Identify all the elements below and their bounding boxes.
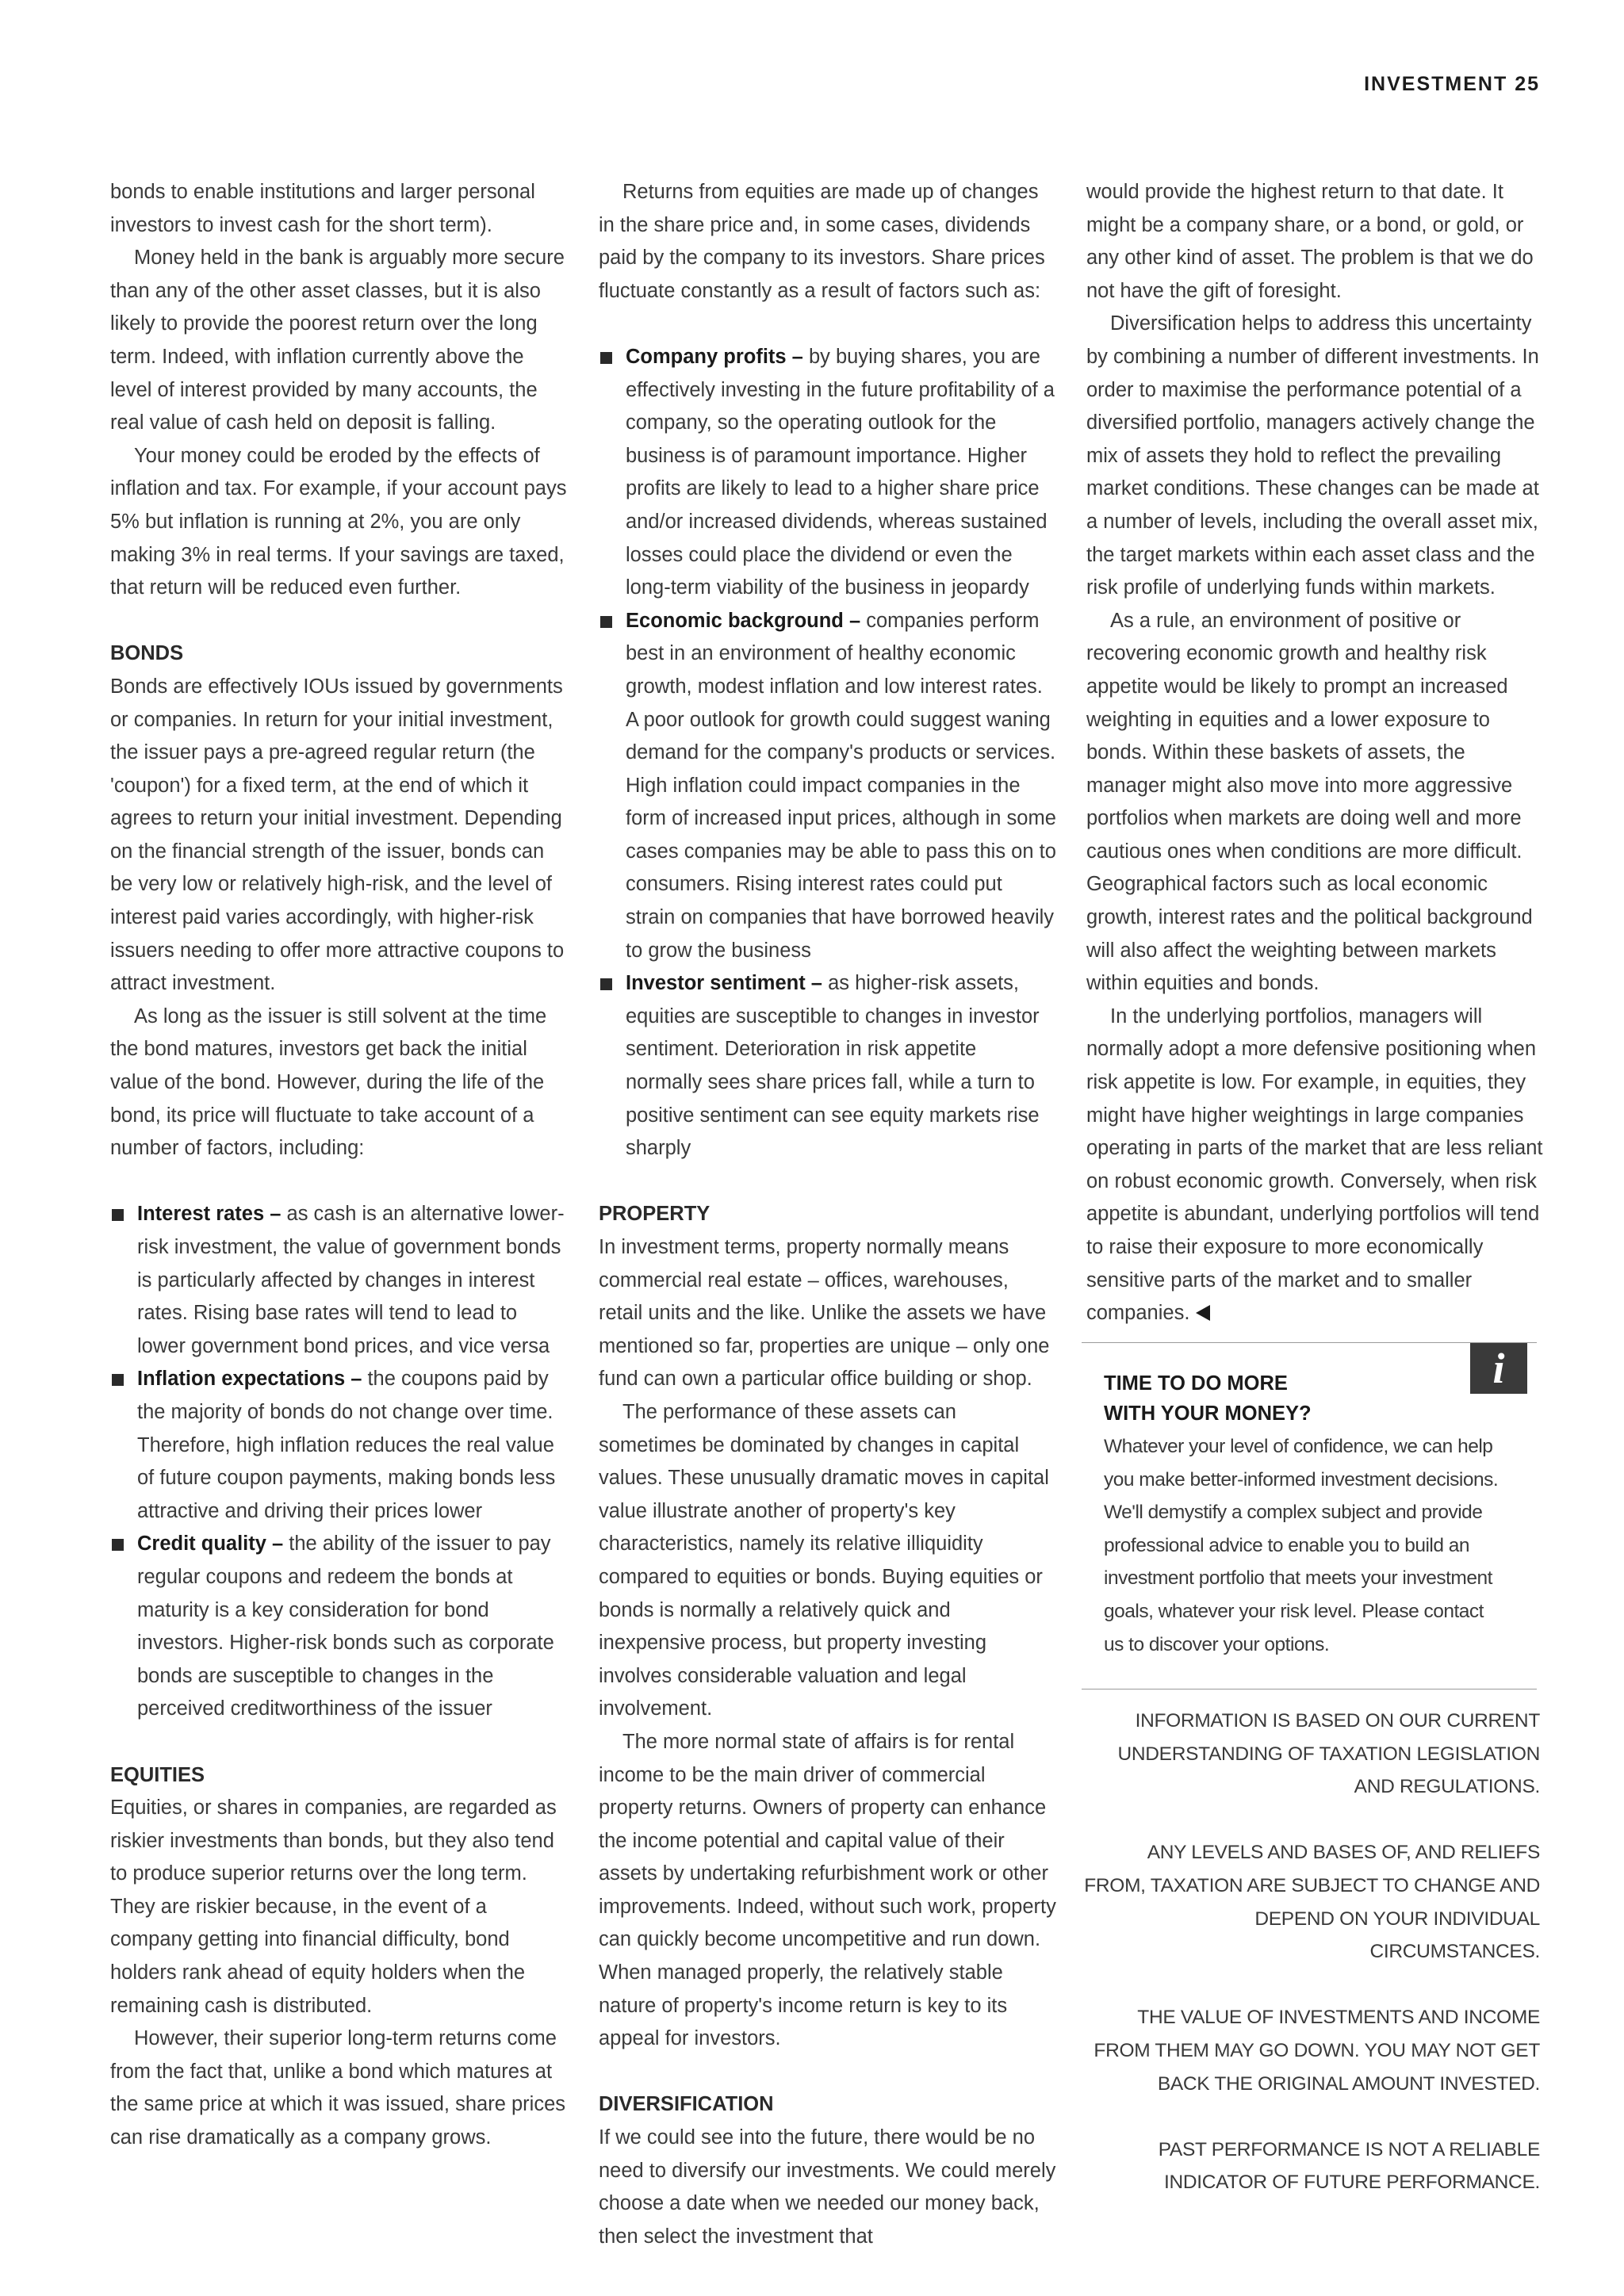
paragraph: Bonds are effectively IOUs issued by governments or companies. In return for your initial investment, the issuer pays a pre-agreed regular return (the 'coupon') for a fixed term, at the end of which it agrees to return your initial investment. Depending on the financial strength of the issuer, bonds can be very low or relatively high-risk, and the level of interest paid varies accordingly, with higher-risk issuers needing to offer more attractive coupons to attract investment.	[110, 675, 565, 995]
paragraph: If we could see into the future, there would be no need to diversify our investments. We could merely choose a date when we needed our money back, then select the investment that	[599, 2126, 1056, 2248]
paragraph: bonds to enable institutions and larger personal investors to invest cash for the short term).	[110, 181, 535, 236]
section-heading-diversification: DIVERSIFICATION	[599, 2093, 774, 2116]
bullet-term: Company profits –	[626, 345, 803, 368]
page-number: 25	[1515, 73, 1540, 95]
paragraph: In investment terms, property normally means commercial real estate – offices, warehouses, retail units and the like. Unlike the assets we have mentioned so far, properties are unique – only one fund can own a particular office building or shop.	[599, 1236, 1050, 1391]
bullet-term: Economic background –	[626, 609, 861, 632]
disclaimer: ANY LEVELS AND BASES OF, AND RELIEFS FROM, TAXATION ARE SUBJECT TO CHANGE AND DEPEND ON YOUR INDIVIDUAL CIRCUMSTANCES.	[1084, 1842, 1540, 1963]
paragraph: Equities, or shares in companies, are regarded as riskier investments than bonds, but they also tend to produce superior returns over the long term. They are riskier because, in the event of a company getting into financial difficulty, bond holders rank ahead of equity holders when the remaining cash is distributed.	[110, 1797, 557, 2017]
list-item	[599, 341, 1057, 605]
paragraph: The performance of these assets can sometimes be dominated by changes in capital values. These unusually dramatic moves in capital value illustrate another of property's key characteristics, namely its relative illiquidity compared to equities or bonds. Buying equities or bonds is normally a relatively quick and inexpensive process, but property investing involves considerable valuation and legal involvement.	[599, 1400, 1049, 1720]
info-box-title	[1104, 1368, 1358, 1429]
bullet-text: companies perform best in an environment of healthy economic growth, modest inflation and low interest rates. A poor outlook for growth could suggest waning demand for the company's products or services. High inflation could impact companies in the form of increased input prices, although in some cases companies may be able to pass this on to consumers. Rising interest rates could put strain on companies that have borrowed heavily to grow the business	[626, 609, 1056, 962]
paragraph: As long as the issuer is still solvent at the time the bond matures, investors get back the initial value of the bond. However, during the life of the bond, its price will fluctuate to take account of a number of factors, including:	[110, 1004, 547, 1160]
disclaimers	[1082, 1705, 1540, 2233]
list-item	[110, 1198, 569, 1363]
info-box	[1082, 1342, 1537, 1689]
column-1	[110, 176, 569, 2155]
info-box-text: Whatever your level of confidence, we can help you make better-informed investment decisions. We'll demystify a complex subject and provide professional advice to enable you to build an investment portfolio that meets your investment goals, whatever your risk level. Please contact us to discover your options.	[1104, 1436, 1499, 1655]
paragraph: Returns from equities are made up of changes in the share price and, in some cases, dividends paid by the company to its investors. Share prices fluctuate constantly as a result of factors such as:	[599, 181, 1045, 302]
paragraph: The more normal state of affairs is for rental income to be the main driver of commercial property returns. Owners of property can enhance the income potential and capital value of their assets by undertaking refurbishment work or other improvements. Indeed, without such work, property can quickly become uncompetitive and run down. When managed properly, the relatively stable nature of property's income return is key to its appeal for investors.	[599, 1730, 1056, 2050]
column-2	[599, 176, 1057, 2253]
bullet-term: Credit quality –	[137, 1533, 284, 1556]
section-heading-property: PROPERTY	[599, 1203, 710, 1226]
bullet-text: as higher-risk assets, equities are susceptible to changes in investor sentiment. Deterioration in risk appetite normally sees share prices fall, while a turn to positive sentiment can see equity markets rise sharply	[626, 972, 1040, 1160]
bond-factors-list	[110, 1198, 569, 1726]
bullet-text: by buying shares, you are effectively investing in the future profitability of a company, so the operating outlook for the business is of paramount importance. Higher profits are likely to lead to a higher share price and/or increased dividends, whereas sustained losses could place the dividend or even the long-term viability of the business in jeopardy	[626, 345, 1055, 599]
column-3	[1086, 176, 1545, 1330]
paragraph	[1086, 1001, 1545, 1330]
info-title-line: WITH YOUR MONEY?	[1104, 1402, 1312, 1425]
list-item	[599, 605, 1057, 968]
paragraph-text: In the underlying portfolios, managers will normally adopt a more defensive positioning when risk appetite is low. For example, in equities, they might have higher weightings in large companies operating in parts of the market that are less reliant on robust economic growth. Conversely, when risk appetite is abundant, underlying portfolios will tend to raise their exposure to more economically sensitive parts of the market and to smaller companies.	[1086, 1004, 1543, 1325]
page-header	[1364, 73, 1540, 96]
list-item	[110, 1363, 569, 1528]
info-icon: i	[1470, 1343, 1527, 1394]
list-item	[599, 967, 1057, 1165]
disclaimer: PAST PERFORMANCE IS NOT A RELIABLE INDICATOR OF FUTURE PERFORMANCE.	[1158, 2138, 1540, 2194]
paragraph: Money held in the bank is arguably more secure than any of the other asset classes, but it is also likely to provide the poorest return over the long term. Indeed, with inflation currently above the level of interest provided by many accounts, the real value of cash held on deposit is falling.	[110, 247, 565, 434]
section-title: INVESTMENT	[1364, 73, 1508, 95]
bullet-term: Inflation expectations –	[137, 1368, 362, 1391]
end-of-article-icon	[1196, 1305, 1210, 1321]
section-heading-equities: EQUITIES	[110, 1763, 205, 1786]
paragraph: Diversification helps to address this uncertainty by combining a number of different investments. In order to maximise the performance potential of a diversified portfolio, managers actively change the mix of assets they hold to reflect the prevailing market conditions. These changes can be made at a number of levels, including the overall asset mix, the target markets within each asset class and the risk profile of underlying funds within markets.	[1086, 312, 1539, 599]
bullet-text: the coupons paid by the majority of bonds do not change over time. Therefore, high inflation reduces the real value of future coupon payments, making bonds less attractive and driving their prices lower	[137, 1368, 556, 1522]
bullet-term: Interest rates –	[137, 1203, 282, 1226]
paragraph: would provide the highest return to that date. It might be a company share, or a bond, or gold, or any other kind of asset. The problem is that we do not have the gift of foresight.	[1086, 181, 1534, 302]
paragraph: As a rule, an environment of positive or recovering economic growth and healthy risk appetite would be likely to prompt an increased weighting in equities and a lower exposure to bonds. Within these baskets of assets, the manager might also move into more aggressive portfolios when markets are doing well and more cautious ones when conditions are more difficult. Geographical factors such as local economic growth, interest rates and the political background will also affect the weighting between markets within equities and bonds.	[1086, 609, 1533, 995]
bullet-term: Investor sentiment –	[626, 972, 822, 995]
disclaimer: THE VALUE OF INVESTMENTS AND INCOME FROM THEM MAY GO DOWN. YOU MAY NOT GET BACK THE ORIGINAL AMOUNT INVESTED.	[1094, 2007, 1540, 2095]
bullet-text: the ability of the issuer to pay regular coupons and redeem the bonds at maturity is a key consideration for bond investors. Higher-risk bonds such as corporate bonds are susceptible to changes in the perceived creditworthiness of the issuer	[137, 1533, 554, 1720]
disclaimer: INFORMATION IS BASED ON OUR CURRENT UNDERSTANDING OF TAXATION LEGISLATION AND REGULATIONS.	[1117, 1710, 1540, 1798]
paragraph: Your money could be eroded by the effects of inflation and tax. For example, if your account pays 5% but inflation is running at 2%, you are only making 3% in real terms. If your savings are taxed, that return will be reduced even further.	[110, 444, 567, 599]
info-title-line: TIME TO DO MORE	[1104, 1372, 1288, 1395]
bullet-text: as cash is an alternative lower-risk investment, the value of government bonds is particularly affected by changes in interest rates. Rising base rates will tend to lead to lower government bond prices, and vice versa	[137, 1203, 565, 1357]
equity-factors-list	[599, 341, 1057, 1165]
paragraph: However, their superior long-term returns come from the fact that, unlike a bond which matures at the same price at which it was issued, share prices can rise dramatically as a company grows.	[110, 2027, 565, 2149]
list-item	[110, 1528, 569, 1726]
section-heading-bonds: BONDS	[110, 642, 184, 665]
